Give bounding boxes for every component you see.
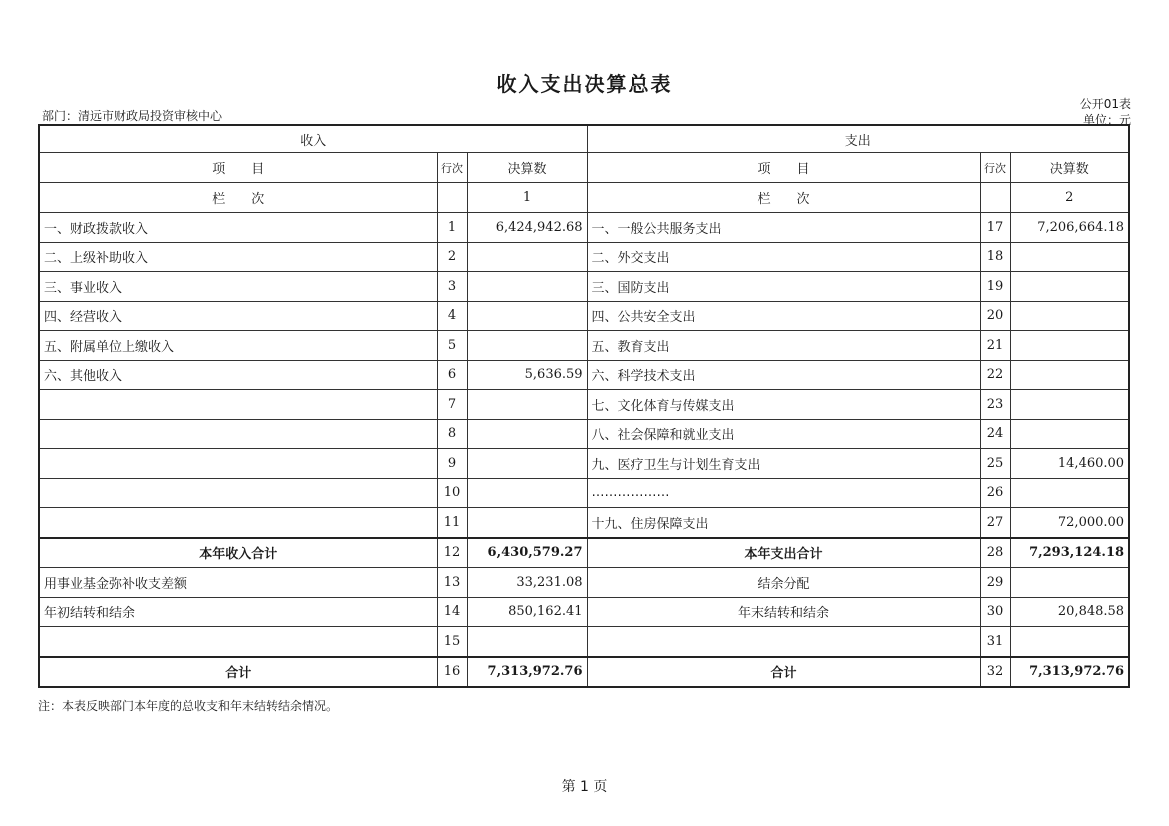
income-amount-cell xyxy=(467,242,587,272)
expense-rowno-cell: 21 xyxy=(980,331,1010,361)
page-number: 第 1 页 xyxy=(561,779,608,795)
year-total-row xyxy=(39,538,1129,568)
income-header: 收入 xyxy=(39,125,587,153)
income-column-label: 栏 次 xyxy=(39,183,437,213)
income-item-cell: 年初结转和结余 xyxy=(39,597,437,627)
income-amount-cell: 5,636.59 xyxy=(467,360,587,390)
expense-item-cell: 本年支出合计 xyxy=(587,538,980,568)
expense-item-header: 项 目 xyxy=(587,153,980,183)
expense-rowno-cell: 22 xyxy=(980,360,1010,390)
table-row xyxy=(39,213,1129,243)
income-rowno-cell: 11 xyxy=(437,508,467,538)
income-column-number: 1 xyxy=(467,183,587,213)
income-rowno-cell: 7 xyxy=(437,390,467,420)
expense-item-cell: 年末结转和结余 xyxy=(587,597,980,627)
expense-item-cell: 三、国防支出 xyxy=(587,272,980,302)
expense-amount-cell xyxy=(1010,419,1129,449)
income-item-cell: 四、经营收入 xyxy=(39,301,437,331)
expense-item-cell: 一、一般公共服务支出 xyxy=(587,213,980,243)
table-row xyxy=(39,390,1129,420)
expense-rowno-cell: 31 xyxy=(980,627,1010,657)
income-amount-cell xyxy=(467,272,587,302)
footnote: 注：本表反映部门本年度的总收支和年末结转结余情况。 xyxy=(38,699,339,713)
unit-label: 单位：元 xyxy=(1082,113,1131,127)
table-row xyxy=(39,627,1129,657)
income-amount-cell xyxy=(467,390,587,420)
page-title: 收入支出决算总表 xyxy=(496,72,673,96)
income-item-cell xyxy=(39,478,437,508)
expense-rowno-cell: 26 xyxy=(980,478,1010,508)
expense-amount-cell xyxy=(1010,301,1129,331)
expense-item-cell: 结余分配 xyxy=(587,568,980,598)
income-rowno-cell: 1 xyxy=(437,213,467,243)
expense-item-cell: 四、公共安全支出 xyxy=(587,301,980,331)
income-item-header: 项 目 xyxy=(39,153,437,183)
income-amount-cell: 6,430,579.27 xyxy=(467,538,587,568)
income-amount-cell: 33,231.08 xyxy=(467,568,587,598)
expense-amount-cell xyxy=(1010,331,1129,361)
expense-rowno-cell: 29 xyxy=(980,568,1010,598)
expense-amount-cell xyxy=(1010,568,1129,598)
table-row xyxy=(39,331,1129,361)
expense-item-cell: 合计 xyxy=(587,657,980,688)
income-item-cell: 六、其他收入 xyxy=(39,360,437,390)
income-amount-cell xyxy=(467,627,587,657)
income-amount-cell: 7,313,972.76 xyxy=(467,657,587,688)
expense-header: 支出 xyxy=(587,125,1129,153)
income-amount-cell xyxy=(467,508,587,538)
table-row xyxy=(39,568,1129,598)
expense-item-cell: ……………… xyxy=(587,478,980,508)
expense-rowno-cell: 18 xyxy=(980,242,1010,272)
expense-rowno-cell: 17 xyxy=(980,213,1010,243)
expense-rowno-cell: 20 xyxy=(980,301,1010,331)
income-item-cell: 三、事业收入 xyxy=(39,272,437,302)
income-item-cell: 一、财政拨款收入 xyxy=(39,213,437,243)
expense-rowno-cell: 28 xyxy=(980,538,1010,568)
expense-rowno-cell: 23 xyxy=(980,390,1010,420)
income-amount-cell xyxy=(467,301,587,331)
income-amount-cell xyxy=(467,419,587,449)
expense-item-cell: 六、科学技术支出 xyxy=(587,360,980,390)
table-row xyxy=(39,478,1129,508)
income-rowno-cell: 2 xyxy=(437,242,467,272)
income-rowno-cell: 5 xyxy=(437,331,467,361)
table-row xyxy=(39,508,1129,538)
income-amount-header: 决算数 xyxy=(467,153,587,183)
expense-amount-cell xyxy=(1010,478,1129,508)
grand-total-row xyxy=(39,657,1129,688)
column-number-row xyxy=(39,183,1129,213)
expense-column-label: 栏 次 xyxy=(587,183,980,213)
expense-amount-cell: 7,206,664.18 xyxy=(1010,213,1129,243)
table-row xyxy=(39,301,1129,331)
section-header-row xyxy=(39,125,1129,153)
expense-amount-cell: 20,848.58 xyxy=(1010,597,1129,627)
income-amount-cell xyxy=(467,331,587,361)
table-row xyxy=(39,449,1129,479)
expense-rowno-header: 行次 xyxy=(980,153,1010,183)
income-item-cell xyxy=(39,627,437,657)
income-amount-cell xyxy=(467,478,587,508)
expense-amount-cell xyxy=(1010,272,1129,302)
form-code: 公开01表 xyxy=(1079,97,1131,111)
expense-rowno-cell: 19 xyxy=(980,272,1010,302)
expense-amount-header: 决算数 xyxy=(1010,153,1129,183)
expense-amount-cell: 72,000.00 xyxy=(1010,508,1129,538)
income-item-cell: 用事业基金弥补收支差额 xyxy=(39,568,437,598)
income-rowno-cell: 8 xyxy=(437,419,467,449)
income-item-cell: 本年收入合计 xyxy=(39,538,437,568)
expense-rowno-cell: 24 xyxy=(980,419,1010,449)
income-rowno-cell: 4 xyxy=(437,301,467,331)
income-amount-cell: 6,424,942.68 xyxy=(467,213,587,243)
income-rowno-cell: 9 xyxy=(437,449,467,479)
expense-item-cell: 八、社会保障和就业支出 xyxy=(587,419,980,449)
expense-amount-cell xyxy=(1010,390,1129,420)
department-label: 部门：清远市财政局投资审核中心 xyxy=(42,109,223,123)
expense-rowno-cell: 25 xyxy=(980,449,1010,479)
income-rowno-cell: 14 xyxy=(437,597,467,627)
income-expense-table xyxy=(38,124,1130,688)
table-row xyxy=(39,360,1129,390)
income-item-cell: 二、上级补助收入 xyxy=(39,242,437,272)
expense-amount-cell: 7,293,124.18 xyxy=(1010,538,1129,568)
income-rowno-blank xyxy=(437,183,467,213)
expense-item-cell: 十九、住房保障支出 xyxy=(587,508,980,538)
income-rowno-cell: 10 xyxy=(437,478,467,508)
income-rowno-cell: 15 xyxy=(437,627,467,657)
expense-rowno-cell: 32 xyxy=(980,657,1010,688)
expense-amount-cell xyxy=(1010,360,1129,390)
income-rowno-cell: 6 xyxy=(437,360,467,390)
income-amount-cell xyxy=(467,449,587,479)
expense-amount-cell xyxy=(1010,242,1129,272)
income-rowno-cell: 3 xyxy=(437,272,467,302)
income-rowno-cell: 13 xyxy=(437,568,467,598)
expense-item-cell: 二、外交支出 xyxy=(587,242,980,272)
income-item-cell xyxy=(39,419,437,449)
expense-amount-cell: 7,313,972.76 xyxy=(1010,657,1129,688)
table-row xyxy=(39,419,1129,449)
income-item-cell xyxy=(39,449,437,479)
table-row xyxy=(39,272,1129,302)
expense-item-cell: 五、教育支出 xyxy=(587,331,980,361)
expense-rowno-blank xyxy=(980,183,1010,213)
column-header-row xyxy=(39,153,1129,183)
income-item-cell: 五、附属单位上缴收入 xyxy=(39,331,437,361)
expense-amount-cell: 14,460.00 xyxy=(1010,449,1129,479)
expense-rowno-cell: 30 xyxy=(980,597,1010,627)
income-item-cell xyxy=(39,390,437,420)
expense-item-cell: 七、文化体育与传媒支出 xyxy=(587,390,980,420)
expense-amount-cell xyxy=(1010,627,1129,657)
income-rowno-header: 行次 xyxy=(437,153,467,183)
expense-rowno-cell: 27 xyxy=(980,508,1010,538)
expense-item-cell: 九、医疗卫生与计划生育支出 xyxy=(587,449,980,479)
income-rowno-cell: 16 xyxy=(437,657,467,688)
expense-column-number: 2 xyxy=(1010,183,1129,213)
table-row xyxy=(39,597,1129,627)
income-item-cell: 合计 xyxy=(39,657,437,688)
income-item-cell xyxy=(39,508,437,538)
income-amount-cell: 850,162.41 xyxy=(467,597,587,627)
expense-item-cell xyxy=(587,627,980,657)
table-row xyxy=(39,242,1129,272)
income-rowno-cell: 12 xyxy=(437,538,467,568)
